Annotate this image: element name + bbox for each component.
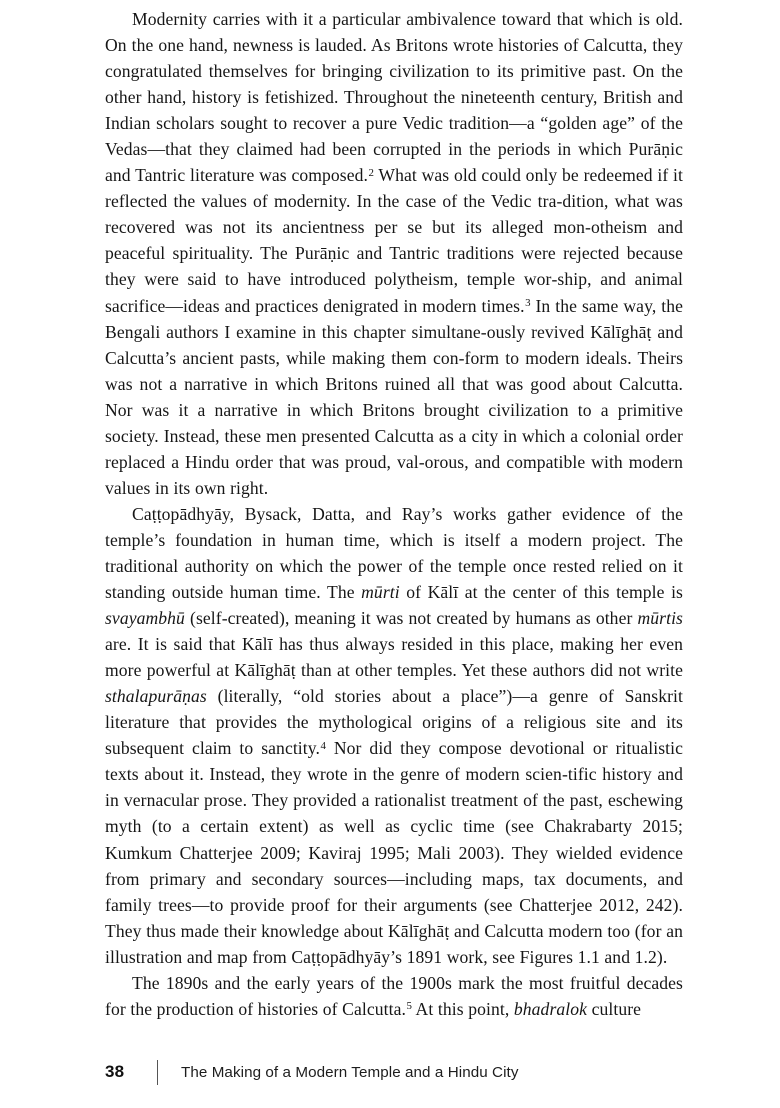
term-sthalapuranas: sthalapurāṇas (105, 686, 207, 707)
paragraph-1 (105, 6, 683, 501)
paragraph-2-text: Caṭṭopādhyāy, Bysack, Datta, and Ray’s works gather evidence of the temple’s foundation in human time, which is itself a modern project. The traditional authority on which the power of the temple once rested relied on it standing outside human time. The (105, 503, 683, 603)
paragraph-2-text-d: are. It is said that Kālī has thus always resided in this place, making her even more powerful at Kālīghāṭ than at other temples. Yet these authors did not write (105, 634, 683, 681)
footnote-marker-5[interactable]: 5 (406, 1000, 412, 1013)
paragraph-1-text: Modernity carries with it a particular ambivalence toward that which is old. On the one hand, newness is lauded. As Britons wrote histories of Calcutta, they congratulated themselves for bringing civilization to its primitive past. On the other hand, history is fetishized. Throughout the nineteenth century, British and Indian scholars sought to recover a pure Vedic tradition—a “golden age” of the Vedas—that they claimed had been corrupted in the periods in which Purāṇic and Tantric literature was composed. (105, 9, 683, 186)
footnote-marker-2[interactable]: 2 (368, 166, 374, 179)
term-murtis: mūrtis (637, 608, 683, 629)
body-text-column (105, 6, 683, 1022)
paragraph-1-text-cont2: In the same way, the Bengali authors I examine in this chapter simultane‐ously revived Kālīghāṭ and Calcutta’s ancient pasts, while making them con‐form to modern ideals. Theirs was not a narrative in which Britons ruined all that was good about Calcutta. Nor was it a narrative in which Britons brought civilization to a primitive society. Instead, these men presented Calcutta as a city in which a colonial order replaced a Hindu order that was proud, val‐orous, and compatible with modern values in its own right. (105, 295, 684, 498)
paragraph-1-text-cont: What was old could only be redeemed if it reflected the values of modernity. In the case of the Vedic tra‐dition, what was recovered was not its ancientness per se but its alleged mon‐otheism and peaceful spirituality. The Purāṇic and Tantric traditions were rejected because they were said to have introduced polytheism, temple wor‐ship, and animal sacrifice—ideas and practices denigrated in modern times. (105, 165, 683, 316)
paragraph-2-text-b: of Kālī at the center of this temple is (399, 582, 683, 603)
footer-divider-rule (157, 1060, 158, 1085)
running-head-title: The Making of a Modern Temple and a Hindu City (181, 1063, 519, 1081)
footnote-marker-3[interactable]: 3 (525, 296, 531, 309)
paragraph-2-text-c: (self-created), meaning it was not created by humans as other (184, 608, 638, 629)
paragraph-3-text-b: At this point, (411, 998, 514, 1019)
term-murti: mūrti (361, 582, 400, 603)
page-footer (105, 1057, 683, 1087)
term-svayambhu: svayambhū (105, 608, 185, 629)
paragraph-3 (105, 970, 683, 1022)
page-number: 38 (105, 1062, 125, 1081)
paragraph-2 (105, 501, 683, 970)
paragraph-2-text-f: Nor did they compose devotional or ritualistic texts about it. Instead, they wrote in the genre of modern scien‐tific history and in vernacular prose. They provided a rationalist treatment of the past, eschewing myth (to a certain extent) as well as cyclic time (see Chakrabarty 2015; Kumkum Chatterjee 2009; Kaviraj 1995; Mali 2003). They wielded evidence from primary and secondary sources—including maps, tax documents, and family trees—to provide proof for their arguments (see Chatterjee 2012, 242). They thus made their knowledge about Kālīghāṭ and Calcutta modern too (for an illustration and map from Caṭṭopādhyāy’s 1891 work, see Figures 1.1 and 1.2). (105, 738, 684, 967)
paragraph-3-text-c: culture (587, 998, 642, 1019)
paragraph-3-text: The 1890s and the early years of the 1900s mark the most fruitful decades for the production of histories of Calcutta. (105, 972, 683, 1019)
paragraph-2-text-e: (literally, “old stories about a place”)—a genre of Sanskrit literature that provides the mythological origins of a religious site and its subsequent claim to sanctity. (105, 686, 683, 759)
term-bhadralok: bhadralok (513, 998, 588, 1019)
footnote-marker-4[interactable]: 4 (320, 739, 326, 752)
